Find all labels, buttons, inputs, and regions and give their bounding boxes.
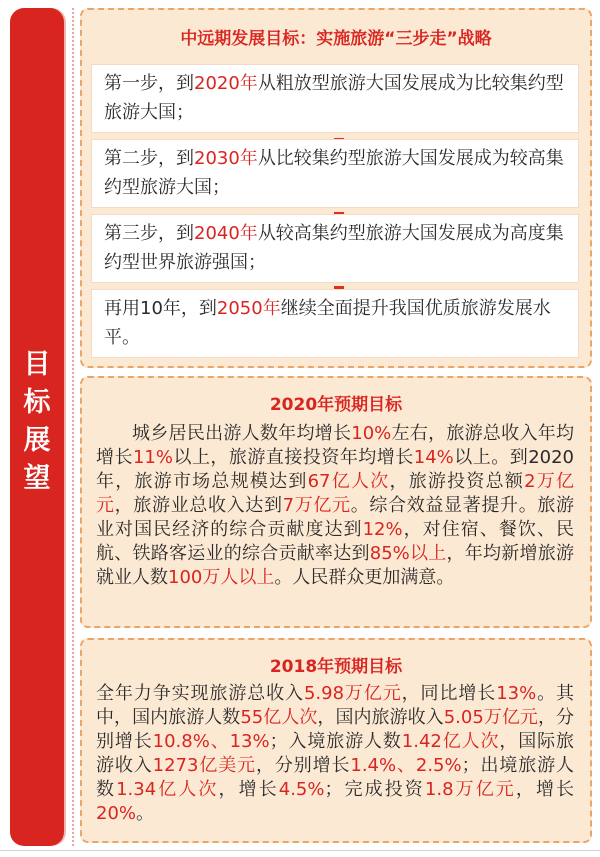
highlight-value: 1.34亿人次	[116, 779, 219, 800]
text-run: 。人民群众更加满意。	[274, 567, 455, 588]
goal-2020-title: 2020年预期目标	[269, 395, 403, 415]
step-text: 从较高集约型旅游大国发展成为高度集约型世界旅游强国；	[104, 223, 564, 273]
goal-2020-text	[96, 422, 574, 590]
highlight-value: 85%以上	[369, 543, 447, 564]
highlight-value: 67亿人次	[307, 471, 390, 492]
step-prefix: 第二步，到	[104, 148, 194, 169]
highlight-value: 4.5%	[278, 779, 325, 800]
text-run: ，旅游投资总额	[389, 471, 525, 492]
step-year: 2050年	[216, 298, 281, 319]
goal-2020-panel	[80, 376, 592, 628]
text-run: ；入境旅游人数	[269, 731, 402, 752]
highlight-value: 1.4%、2.5%	[350, 755, 462, 776]
text-run: 。	[136, 803, 155, 824]
highlight-value: 5.98万亿元	[303, 683, 402, 704]
step-prefix: 第一步，到	[104, 73, 194, 94]
step-prefix: 第三步，到	[104, 223, 194, 244]
text-run: 城乡居民出游人数年均增长	[132, 423, 352, 444]
text-run: 以上。到2020年，旅游市场总规模达到	[96, 447, 575, 492]
side-char: 展	[23, 425, 51, 456]
side-label-text	[10, 346, 64, 498]
highlight-value: 5.05万亿元	[443, 707, 538, 728]
goal-2018-text	[96, 682, 574, 826]
text-run: ，同比增长	[401, 683, 497, 704]
highlight-value: 20%	[96, 803, 137, 824]
highlight-value: 1.42亿人次	[401, 731, 500, 752]
text-run: 。其中，国内旅游人数	[96, 683, 575, 728]
text-run: ，增长	[515, 779, 575, 800]
side-label-bar	[10, 8, 64, 846]
step-text: 继续全面提升我国优质旅游发展水平。	[104, 298, 551, 348]
step-year: 2020年	[194, 73, 258, 94]
text-run: ，对住宿、餐饮、民航、铁路客运业的综合贡献率达到	[96, 519, 575, 564]
highlight-value: 14%	[413, 447, 454, 468]
highlight-value: 100万人以上	[168, 567, 275, 588]
highlight-value: 7万亿元	[282, 495, 351, 516]
highlight-value: 12%	[362, 519, 403, 540]
text-run: 。综合效益显著提升。旅游业对国民经济的综合贡献度达到	[96, 495, 575, 540]
step-year: 2040年	[194, 223, 258, 244]
text-run: ，旅游业总收入达到	[114, 495, 283, 516]
highlight-value: 10%	[351, 423, 392, 444]
text-run: ；完成投资	[324, 779, 425, 800]
text-run: 全年力争实现旅游总收入	[96, 683, 304, 704]
text-run: ，国际旅游收入	[96, 731, 575, 776]
strategy-title: 中远期发展目标：实施旅游“三步走”战略	[180, 29, 492, 49]
step-box-4	[92, 290, 578, 357]
side-char: 标	[23, 387, 51, 418]
text-run: ，分别增长	[255, 755, 351, 776]
goal-2018-panel	[80, 638, 592, 843]
page-bottom-rule	[0, 850, 600, 851]
step-prefix: 再用10年，到	[104, 298, 217, 319]
dotted-divider	[72, 8, 74, 846]
text-run: ，分别增长	[96, 707, 575, 752]
highlight-value: 10.8%、13%	[152, 731, 270, 752]
highlight-value: 1273亿美元	[152, 755, 256, 776]
side-char: 望	[23, 463, 51, 494]
step-box-2	[92, 140, 578, 207]
text-run: 左右，旅游总收入年均增长	[96, 423, 575, 468]
highlight-value: 1.8万亿元	[424, 779, 516, 800]
text-run: ；出境旅游人数	[96, 755, 574, 800]
highlight-value: 11%	[132, 447, 173, 468]
side-char: 目	[23, 349, 51, 380]
step-box-1	[92, 65, 578, 132]
text-run: ，增长	[218, 779, 279, 800]
highlight-value: 2万亿元	[96, 471, 575, 516]
highlight-value: 55亿人次	[240, 707, 318, 728]
highlight-value: 13%	[496, 683, 537, 704]
step-text: 从比较集约型旅游大国发展成为较高集约型旅游大国；	[104, 148, 564, 198]
step-box-3	[92, 215, 578, 282]
strategy-panel	[80, 8, 592, 368]
text-run: ，国内旅游收入	[317, 707, 444, 728]
text-run: ，年均新增旅游就业人数	[96, 543, 575, 588]
step-text: 从粗放型旅游大国发展成为比较集约型旅游大国；	[104, 73, 564, 123]
text-run: 以上，旅游直接投资年均增长	[172, 447, 414, 468]
goal-2018-title: 2018年预期目标	[269, 657, 403, 677]
step-year: 2030年	[194, 148, 258, 169]
